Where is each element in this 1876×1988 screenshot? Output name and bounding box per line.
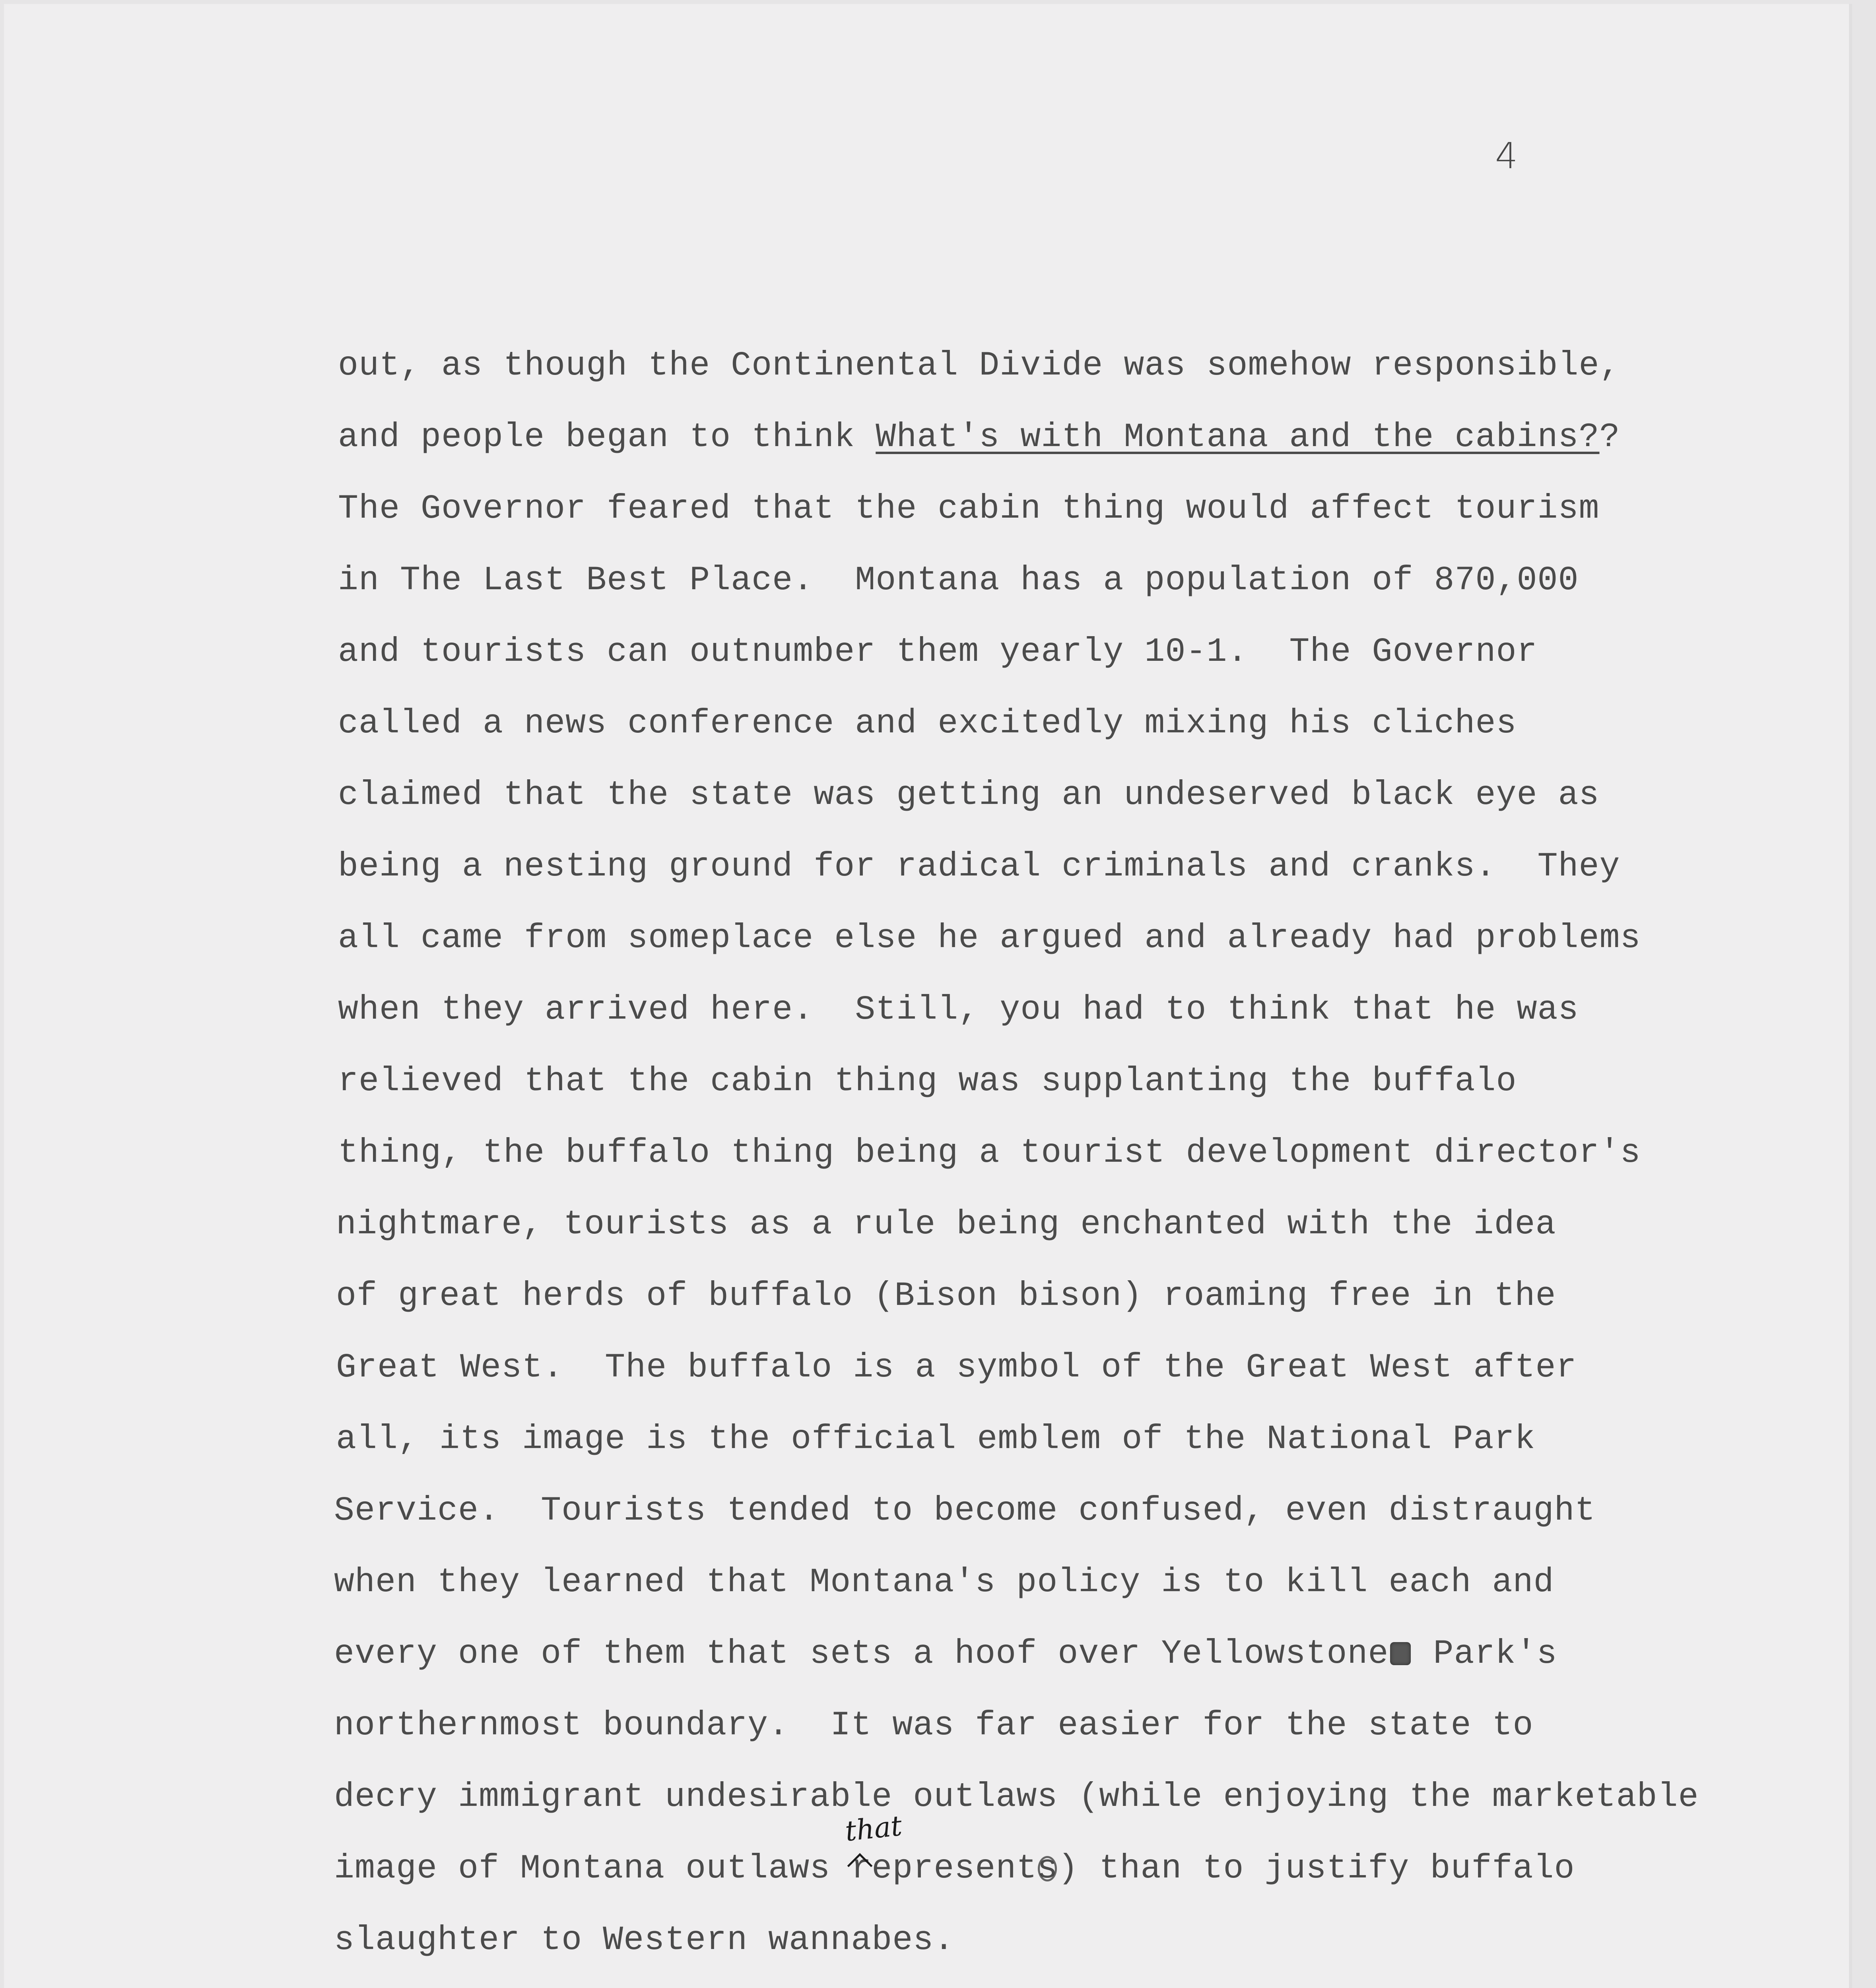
text-line: relieved that the cabin thing was supplanting the buffalo	[338, 1062, 1517, 1101]
typed-page	[4, 4, 1849, 1988]
text-line: decry immigrant undesirable outlaws (while enjoying the marketable	[334, 1778, 1699, 1816]
text-line-start: image of Montana outlaws represent	[334, 1849, 1037, 1888]
text-line-end: ?	[1599, 418, 1620, 456]
text-line: Service. Tourists tended to become confused, even distraught	[334, 1491, 1596, 1530]
text-line	[334, 1849, 1575, 1889]
text-line: of great herds of buffalo (Bison bison) roaming free in the	[336, 1277, 1556, 1315]
text-line: called a news conference and excitedly mixing his cliches	[338, 704, 1517, 743]
text-line: nightmare, tourists as a rule being enchanted with the idea	[336, 1205, 1556, 1244]
handwritten-insertion: that	[843, 1809, 904, 1848]
page-number: 4	[1495, 135, 1518, 177]
body-text	[4, 4, 1849, 1988]
text-line: slaughter to Western wannabes.	[334, 1921, 955, 1959]
text-line: The Governor feared that the cabin thing would affect tourism	[338, 489, 1600, 528]
text-line: when they learned that Montana's policy is to kill each and	[334, 1563, 1554, 1602]
ink-blot-mark	[1390, 1642, 1411, 1665]
text-line: in The Last Best Place. Montana has a population of 870,000	[338, 561, 1579, 600]
text-line: northernmost boundary. It was far easier for the state to	[334, 1706, 1534, 1745]
text-line: Great West. The buffalo is a symbol of the Great West after	[336, 1348, 1577, 1387]
text-line-end: ) than to justify buffalo	[1058, 1849, 1575, 1888]
text-line	[334, 1634, 1558, 1674]
text-line: all came from someplace else he argued and already had problems	[338, 919, 1641, 957]
text-line: all, its image is the official emblem of the National Park	[336, 1420, 1536, 1458]
text-line: out, as though the Continental Divide was somehow responsible,	[338, 346, 1620, 385]
text-line: claimed that the state was getting an undeserved black eye as	[338, 776, 1600, 814]
underlined-phrase: What's with Montana and the cabins?	[876, 418, 1600, 456]
text-line: and tourists can outnumber them yearly 10-1. The Governor	[338, 633, 1538, 671]
text-line-start: and people began to think	[338, 418, 876, 456]
handwritten-correction: s	[1037, 1849, 1058, 1888]
text-line: being a nesting ground for radical criminals and cranks. They	[338, 847, 1620, 886]
text-line-end: Park's	[1412, 1635, 1558, 1673]
text-line: when they arrived here. Still, you had to think that he was	[338, 990, 1579, 1029]
text-line-start: every one of them that sets a hoof over Yellowstone	[334, 1635, 1389, 1673]
text-line	[338, 417, 1620, 457]
text-line: thing, the buffalo thing being a tourist development director's	[338, 1134, 1641, 1172]
